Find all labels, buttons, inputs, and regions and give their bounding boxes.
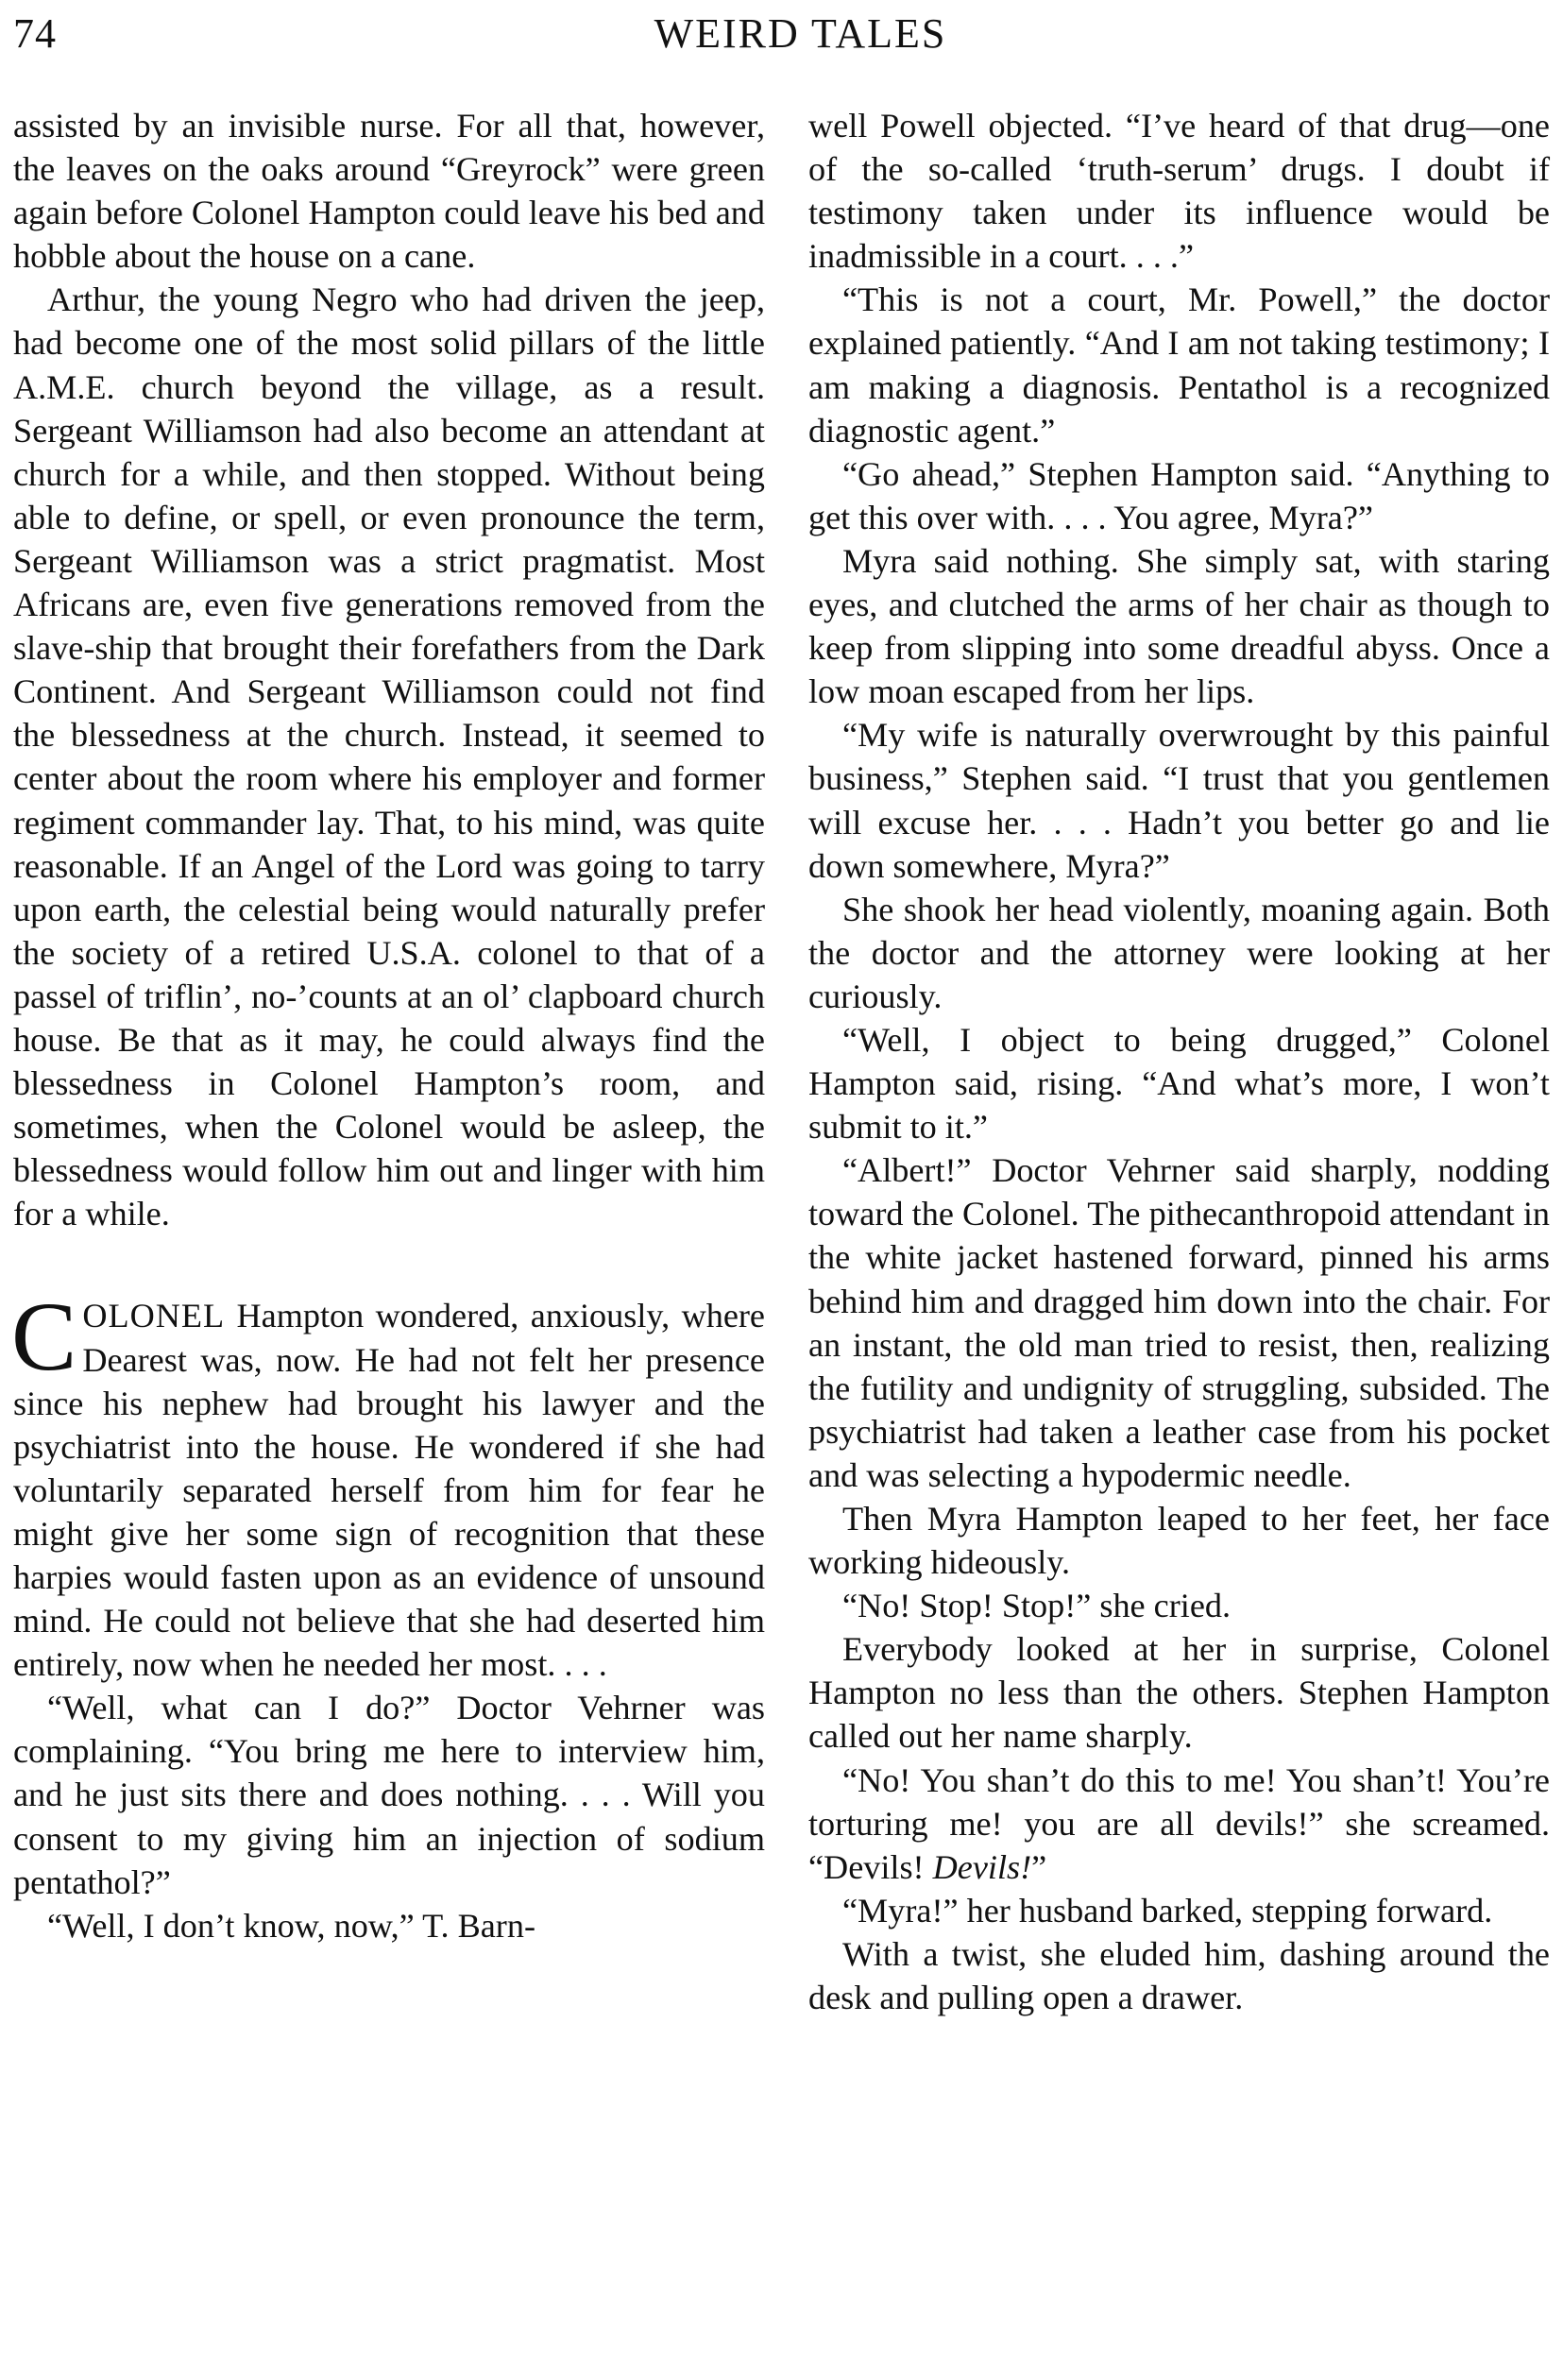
paragraph: Then Myra Hampton leaped to her feet, her face working hideously.	[808, 1500, 1550, 1582]
right-column	[808, 104, 1550, 2019]
paragraph: “Albert!” Doctor Vehrner said sharply, nodding toward the Colonel. The pithecanthropoid attendant in the white jacket hastened forward, pinned his arms behind him and dragged him down into the chair. For an instant, the old man tried to resist, then, realizing the futility and undignity of struggling, subsided. The psychiatrist had taken a leather case from his pocket and was selecting a hypodermic needle.	[808, 1151, 1550, 1494]
paragraph: With a twist, she eluded him, dashing around the desk and pulling open a drawer.	[808, 1934, 1550, 2017]
paragraph: assisted by an invisible nurse. For all that, however, the leaves on the oaks around “Greyrock” were green again before Colonel Hampton could leave his bed and hobble about the house on a cane.	[13, 107, 765, 276]
paragraph: “Well, I don’t know, now,” T. Barn-	[47, 1906, 535, 1945]
left-column	[13, 104, 765, 1947]
section-opening-paragraph	[11, 1283, 765, 1686]
paragraph: “Well, I object to being drugged,” Colonel Hampton said, rising. “And what’s more, I won’t submit to it.”	[808, 1020, 1550, 1147]
running-title: WEIRD TALES	[654, 10, 947, 57]
paragraph: well Powell objected. “I’ve heard of that drug—one of the so-called ‘truth-serum’ drugs. I doubt if testimony taken under its influence would be inadmissible in a court. . . .”	[808, 107, 1550, 276]
paragraph-text: Hampton wondered, anxiously, where Dearest was, now. He had not felt her presence since his nephew had brought his lawyer and the psychiatrist into the house. He wondered if she had voluntarily separated herself from him for fear he might give her some sign of recognition that these harpies would fasten upon as an evidence of unsound mind. He could not believe that she had deserted him entirely, now when he needed her most. . . .	[13, 1297, 765, 1684]
page-number: 74	[13, 10, 57, 57]
italic-text: Devils!	[932, 1847, 1032, 1886]
page-header	[13, 8, 1550, 64]
paragraph: “Myra!” her husband barked, stepping forward.	[842, 1891, 1493, 1930]
paragraph: Everybody looked at her in surprise, Colonel Hampton no less than the others. Stephen Hampton called out her name sharply.	[808, 1630, 1550, 1756]
paragraph-text: “No! You shan’t do this to me! You shan’t! You’re torturing me! you are all devils!” she screamed. “Devils!	[808, 1760, 1550, 1886]
paragraph: “This is not a court, Mr. Powell,” the doctor explained patiently. “And I am not taking testimony; I am making a diagnosis. Pentathol is a recognized diagnostic agent.”	[808, 280, 1550, 450]
small-caps-word: OLONEL	[82, 1297, 226, 1335]
paragraph: “Go ahead,” Stephen Hampton said. “Anything to get this over with. . . . You agree, Myra?”	[808, 454, 1550, 536]
paragraph: Arthur, the young Negro who had driven the jeep, had become one of the most solid pillars of the little A.M.E. church beyond the village, as a result. Sergeant Williamson had also become an attendant at church for a while, and then stopped. Without being able to define, or spell, or even pronounce the term, Sergeant Williamson was a strict pragmatist. Most Africans are, even five generations removed from the slave-ship that brought their forefathers from the Dark Continent. And Sergeant Williamson could not find the blessedness at the church. Instead, it seemed to center about the room where his employer and former regiment commander lay. That, to his mind, was quite reasonable. If an Angel of the Lord was going to tarry upon earth, the celestial being would naturally prefer the society of a retired U.S.A. colonel to that of a passel of triflin’, no-’counts at an ol’ clapboard church house. Be that as it may, he could always find the blessedness in Colonel Hampton’s room, and sometimes, when the Colonel would be asleep, the blessedness would follow him out and linger with him for a while.	[13, 280, 765, 1233]
paragraph	[808, 1759, 1550, 1889]
paragraph: Myra said nothing. She simply sat, with staring eyes, and clutched the arms of her chair as though to keep from slipping into some dreadful abyss. Once a low moan escaped from her lips.	[808, 541, 1550, 711]
paragraph-text: ”	[1031, 1847, 1047, 1886]
paragraph: She shook her head violently, moaning again. Both the doctor and the attorney were looking at her curiously.	[808, 890, 1550, 1015]
paragraph: “Well, what can I do?” Doctor Vehrner was complaining. “You bring me here to interview him, and he just sits there and does nothing. . . . Will you consent to my giving him an injection of sodium pentathol?”	[13, 1689, 765, 1901]
drop-cap: C	[11, 1283, 77, 1392]
paragraph: “My wife is naturally overwrought by this painful business,” Stephen said. “I trust that you gentlemen will excuse her. . . . Hadn’t you better go and lie down somewhere, Myra?”	[808, 716, 1550, 885]
paragraph: “No! Stop! Stop!” she cried.	[842, 1587, 1232, 1625]
